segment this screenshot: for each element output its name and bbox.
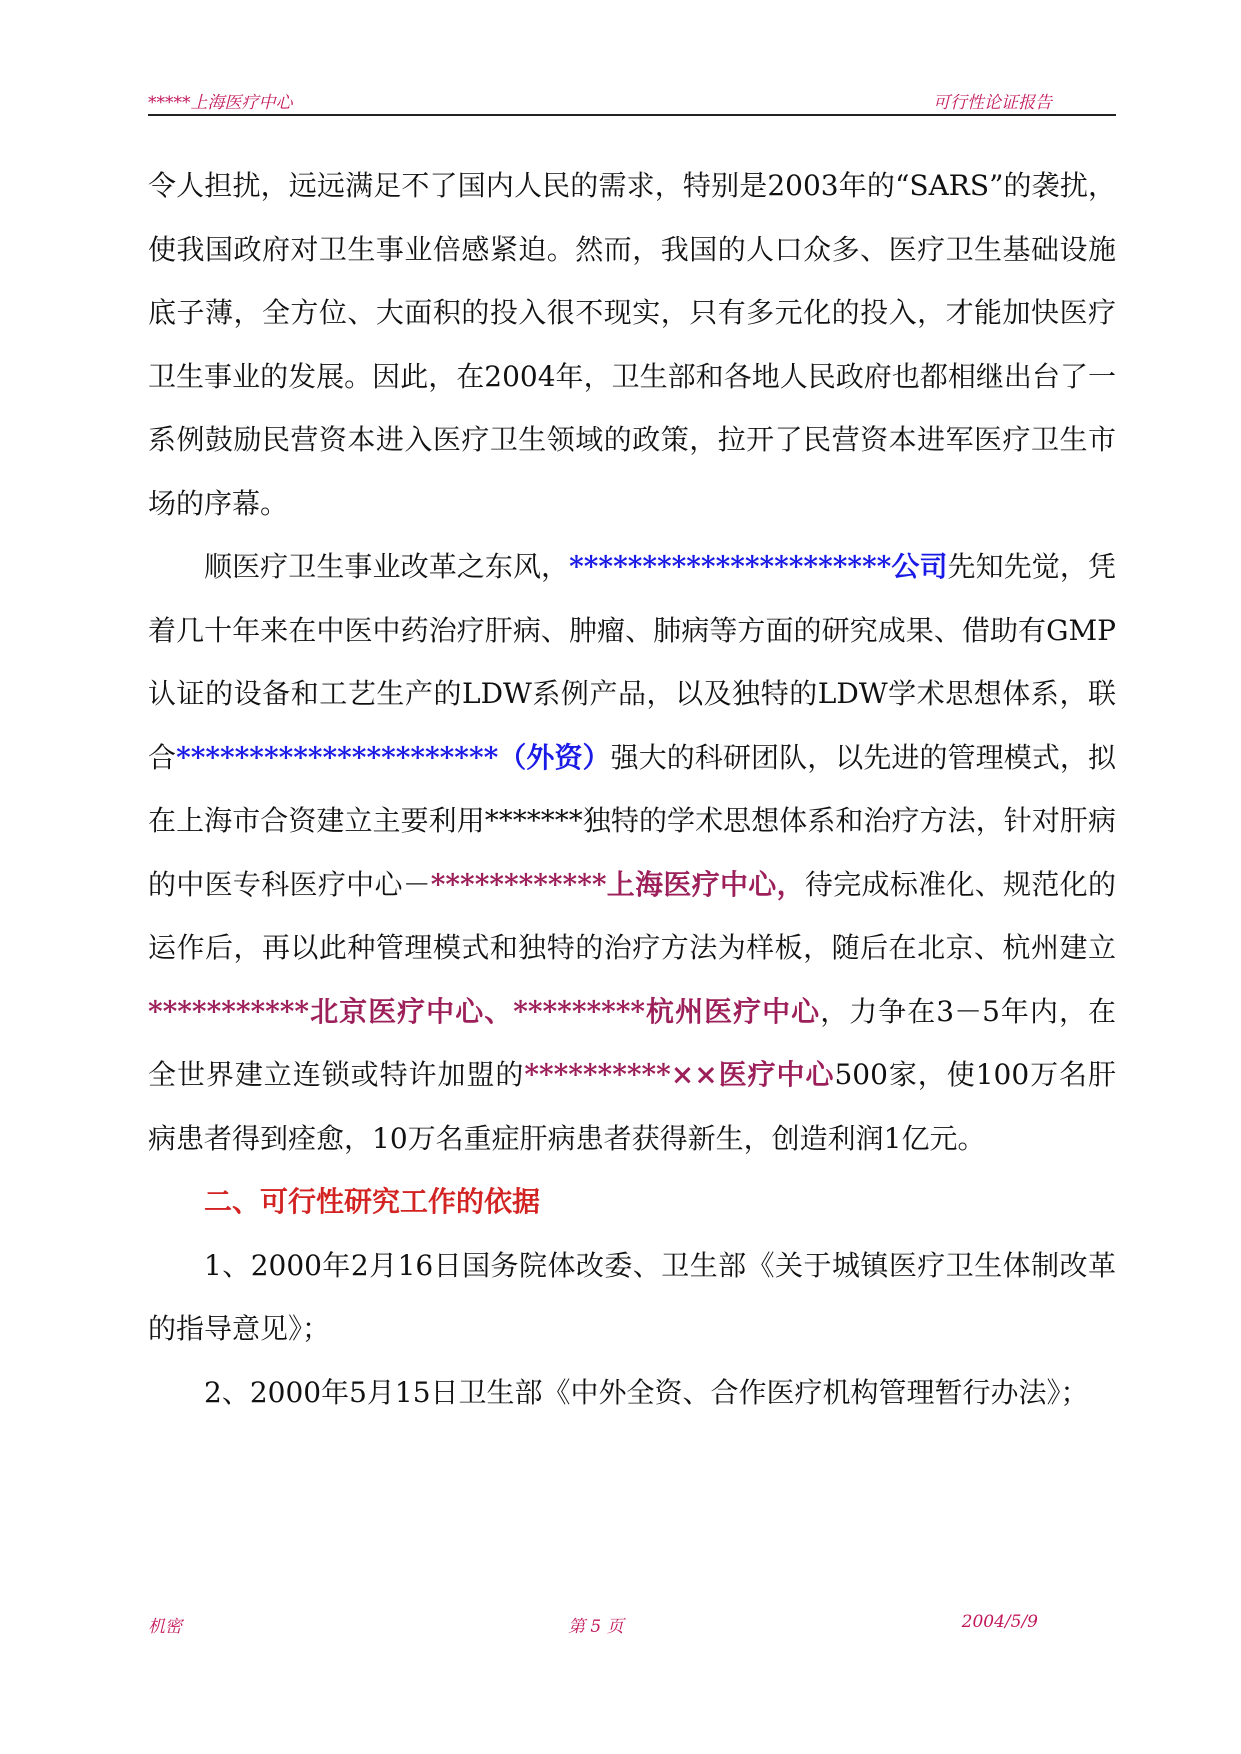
page-footer <box>148 1612 1116 1638</box>
footer-page-number: 第 5 页 <box>568 1617 624 1637</box>
footer-date: 2004/5/9 <box>961 1612 1038 1632</box>
text-run: 先知先觉，凭着几十年来在中医中药治疗肝病、肿瘤、肺病等方面的研究成果、借助有GMP认证的设备和工艺生产的LDW系例产品，以及独特的LDW学术思想体系，联合 <box>148 550 1116 774</box>
paragraph-continued: 令人担扰，远远满足不了国内人民的需求，特别是2003年的“SARS”的袭扰，使我国政府对卫生事业倍感紧迫。然而，我国的人口众多、医疗卫生基础设施底子薄，全方位、大面积的投入很不现实，只有多元化的投入，才能加快医疗卫生事业的发展。因此，在2004年，卫生部和各地人民政府也都相继出台了一系例鼓励民营资本进入医疗卫生领域的政策，拉开了民营资本进军医疗卫生市场的序幕。 <box>148 169 1116 520</box>
section-heading: 二、可行性研究工作的依据 <box>204 1185 541 1218</box>
shanghai-center-highlight: ************上海医疗中心， <box>430 867 805 901</box>
text-run: 500家，使100万名肝病患者得到痊愈，10万名重症肝病患者获得新生，创造利润1亿元。 <box>148 1058 1116 1155</box>
beijing-hangzhou-center-highlight: ***********北京医疗中心、*********杭州医疗中心 <box>148 994 821 1028</box>
paragraph-company-plan <box>148 535 1116 1170</box>
foreign-partner-highlight: **********************（外资） <box>176 740 611 774</box>
text-run: 顺医疗卫生事业改革之东风， <box>204 550 570 583</box>
header-report-title: 可行性论证报告 <box>933 93 1052 113</box>
text-run: 待完成标准化、规范化的运作后，再以此种管理模式和独特的治疗方法为样板，随后在北京、杭州建立 <box>148 867 1116 964</box>
text-run: ，力争在3－5年内，在全世界建立连锁或特许加盟的 <box>148 994 1116 1091</box>
company-name-highlight: **********************公司 <box>569 550 948 583</box>
header-org-name: *****上海医疗中心 <box>148 93 293 113</box>
document-body <box>148 154 1116 1424</box>
basis-item-2: 2、2000年5月15日卫生部《中外全资、合作医疗机构管理暂行办法》； <box>204 1375 1089 1409</box>
franchise-center-highlight: **********××医疗中心 <box>524 1058 835 1091</box>
text-run: 强大的科研团队，以先进的管理模式，拟在上海市合资建立主要利用*******独特的学术思想体系和治疗方法，针对肝病的中医专科医疗中心－ <box>148 740 1116 901</box>
footer-confidential: 机密 <box>148 1617 182 1637</box>
page-header <box>148 86 1116 116</box>
basis-item-1: 1、2000年2月16日国务院体改委、卫生部《关于城镇医疗卫生体制改革的指导意见》； <box>148 1248 1116 1345</box>
